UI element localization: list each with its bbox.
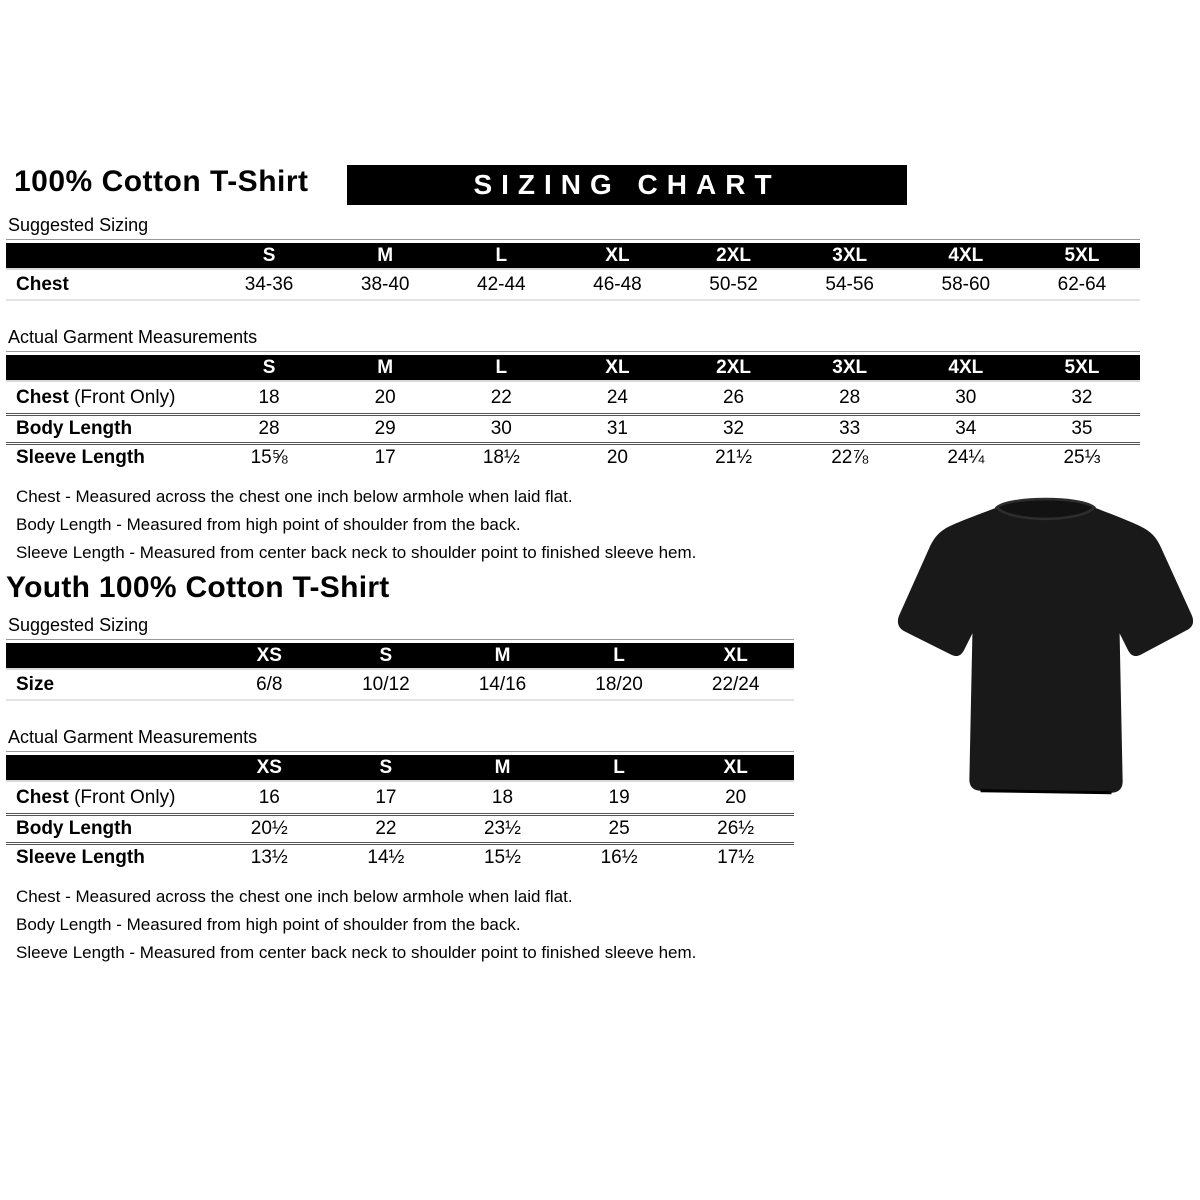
measurement-value: 6/8 xyxy=(256,673,283,695)
measurement-value: 22 xyxy=(490,386,512,408)
row-label: Body Length xyxy=(16,418,133,439)
size-column-header: 4XL xyxy=(948,244,984,266)
measurement-value: 21½ xyxy=(715,447,753,468)
measurement-value: 19 xyxy=(608,786,630,808)
measurement-value: 15½ xyxy=(483,847,521,868)
measurement-value: 26½ xyxy=(717,818,755,839)
table-header-row xyxy=(6,243,1140,270)
youth-garment-measurements-label: Actual Garment Measurements xyxy=(6,727,794,752)
size-column-header: L xyxy=(495,244,508,266)
measurement-value: 17 xyxy=(374,447,396,468)
size-column-header: XS xyxy=(256,644,282,666)
measurement-value: 20 xyxy=(725,786,747,808)
measurement-value: 18/20 xyxy=(595,673,643,695)
table-header-row xyxy=(6,355,1140,382)
measurement-value: 26 xyxy=(722,386,745,408)
size-column-header: XL xyxy=(723,644,748,666)
size-column-header: XL xyxy=(605,356,630,378)
size-column-header: M xyxy=(494,756,511,778)
adult-suggested-sizing-table xyxy=(6,243,1140,301)
note-line: Body Length - Measured from high point of shoulder from the back. xyxy=(16,515,521,534)
size-column-header: 5XL xyxy=(1064,244,1100,266)
youth-suggested-sizing-table xyxy=(6,643,794,701)
size-column-header: 2XL xyxy=(716,244,751,266)
measurement-value: 14½ xyxy=(367,847,405,868)
row-label: Size xyxy=(16,673,55,695)
size-column-header: S xyxy=(379,644,393,666)
measurement-value: 23½ xyxy=(483,818,521,839)
table-row xyxy=(6,813,794,842)
table-row xyxy=(6,413,1140,442)
size-column-header: XL xyxy=(605,244,630,266)
row-label: Sleeve Length xyxy=(16,447,145,468)
size-column-header: S xyxy=(262,356,276,378)
size-column-header: XL xyxy=(723,756,748,778)
measurement-value: 34-36 xyxy=(244,273,294,295)
measurement-value: 28 xyxy=(839,386,861,408)
measurement-value: 62-64 xyxy=(1057,273,1107,295)
measurement-value: 50-52 xyxy=(709,273,758,295)
measurement-value: 22/24 xyxy=(711,673,760,695)
adult-suggested-sizing-label: Suggested Sizing xyxy=(6,215,1140,240)
row-label: Chest (Front Only) xyxy=(16,386,176,408)
tshirt-icon xyxy=(893,477,1198,812)
youth-section-title: Youth 100% Cotton T-Shirt xyxy=(6,571,390,604)
measurement-value: 25⅓ xyxy=(1063,447,1101,468)
row-label: Body Length xyxy=(16,818,133,839)
size-column-header: M xyxy=(494,644,511,666)
measurement-value: 18 xyxy=(491,786,514,808)
youth-suggested-sizing-label: Suggested Sizing xyxy=(6,615,794,640)
sizing-chart-banner: SIZING CHART xyxy=(347,165,907,205)
table-row xyxy=(6,270,1140,301)
measurement-value: 25 xyxy=(608,818,630,839)
measurement-value: 32 xyxy=(722,418,745,439)
table-header-row xyxy=(6,755,794,782)
measurement-value: 13½ xyxy=(250,847,288,868)
size-column-header: 5XL xyxy=(1064,356,1100,378)
measurement-value: 54-56 xyxy=(825,273,874,295)
measurement-value: 17 xyxy=(375,786,397,808)
table-row xyxy=(6,382,1140,413)
size-column-header: L xyxy=(613,644,625,666)
youth-garment-measurements-table xyxy=(6,755,794,871)
measurement-value: 24 xyxy=(606,386,628,408)
page-title: 100% Cotton T-Shirt xyxy=(14,165,309,198)
measurement-value: 18 xyxy=(258,386,280,408)
measurement-value: 14/16 xyxy=(478,673,527,695)
youth-measurement-notes xyxy=(16,883,1146,967)
measurement-value: 58-60 xyxy=(941,273,991,295)
measurement-value: 32 xyxy=(1071,386,1093,408)
adult-garment-measurements-label: Actual Garment Measurements xyxy=(6,327,1140,352)
measurement-value: 31 xyxy=(606,418,628,439)
measurement-value: 34 xyxy=(955,418,977,439)
measurement-value: 20 xyxy=(374,386,396,408)
measurement-value: 15⅝ xyxy=(250,447,288,468)
measurement-value: 46-48 xyxy=(593,273,642,295)
table-row xyxy=(6,782,794,813)
size-column-header: 2XL xyxy=(716,356,751,378)
size-column-header: 3XL xyxy=(832,244,868,266)
measurement-value: 33 xyxy=(839,418,861,439)
table-header-row xyxy=(6,643,794,670)
measurement-value: 24¼ xyxy=(947,447,985,468)
size-column-header: S xyxy=(379,756,393,778)
measurement-value: 18½ xyxy=(482,447,520,468)
page-header xyxy=(6,165,1146,215)
measurement-value: 28 xyxy=(258,418,280,439)
measurement-value: 20½ xyxy=(250,818,288,839)
measurement-value: 35 xyxy=(1071,418,1093,439)
measurement-value: 29 xyxy=(374,418,396,439)
table-row xyxy=(6,670,794,701)
size-column-header: M xyxy=(377,244,394,266)
row-label: Chest xyxy=(16,273,69,295)
measurement-value: 16 xyxy=(258,786,280,808)
measurement-value: 22⅞ xyxy=(831,447,869,468)
measurement-value: 38-40 xyxy=(360,273,410,295)
note-line: Chest - Measured across the chest one inch below armhole when laid flat. xyxy=(16,887,573,906)
measurement-value: 42-44 xyxy=(477,273,526,295)
size-column-header: S xyxy=(262,244,276,266)
measurement-value: 30 xyxy=(490,418,512,439)
note-line: Sleeve Length - Measured from center back neck to shoulder point to finished sleeve hem. xyxy=(16,943,697,962)
measurement-value: 16½ xyxy=(600,847,638,868)
note-line: Chest - Measured across the chest one inch below armhole when laid flat. xyxy=(16,487,573,506)
size-column-header: XS xyxy=(256,756,282,778)
size-column-header: M xyxy=(377,356,394,378)
row-label: Sleeve Length xyxy=(16,847,145,868)
adult-garment-measurements-table xyxy=(6,355,1140,471)
black-tshirt-image xyxy=(893,477,1198,812)
measurement-value: 17½ xyxy=(717,847,755,868)
measurement-value: 30 xyxy=(955,386,977,408)
row-label: Chest (Front Only) xyxy=(16,786,176,808)
measurement-value: 22 xyxy=(375,818,397,839)
note-line: Sleeve Length - Measured from center back neck to shoulder point to finished sleeve hem. xyxy=(16,543,697,562)
size-column-header: L xyxy=(613,756,625,778)
table-row xyxy=(6,442,1140,471)
measurement-value: 20 xyxy=(606,447,628,468)
size-column-header: L xyxy=(495,356,508,378)
size-column-header: 3XL xyxy=(832,356,868,378)
note-line: Body Length - Measured from high point of shoulder from the back. xyxy=(16,915,521,934)
measurement-value: 10/12 xyxy=(362,673,410,695)
table-row xyxy=(6,842,794,871)
size-column-header: 4XL xyxy=(948,356,984,378)
